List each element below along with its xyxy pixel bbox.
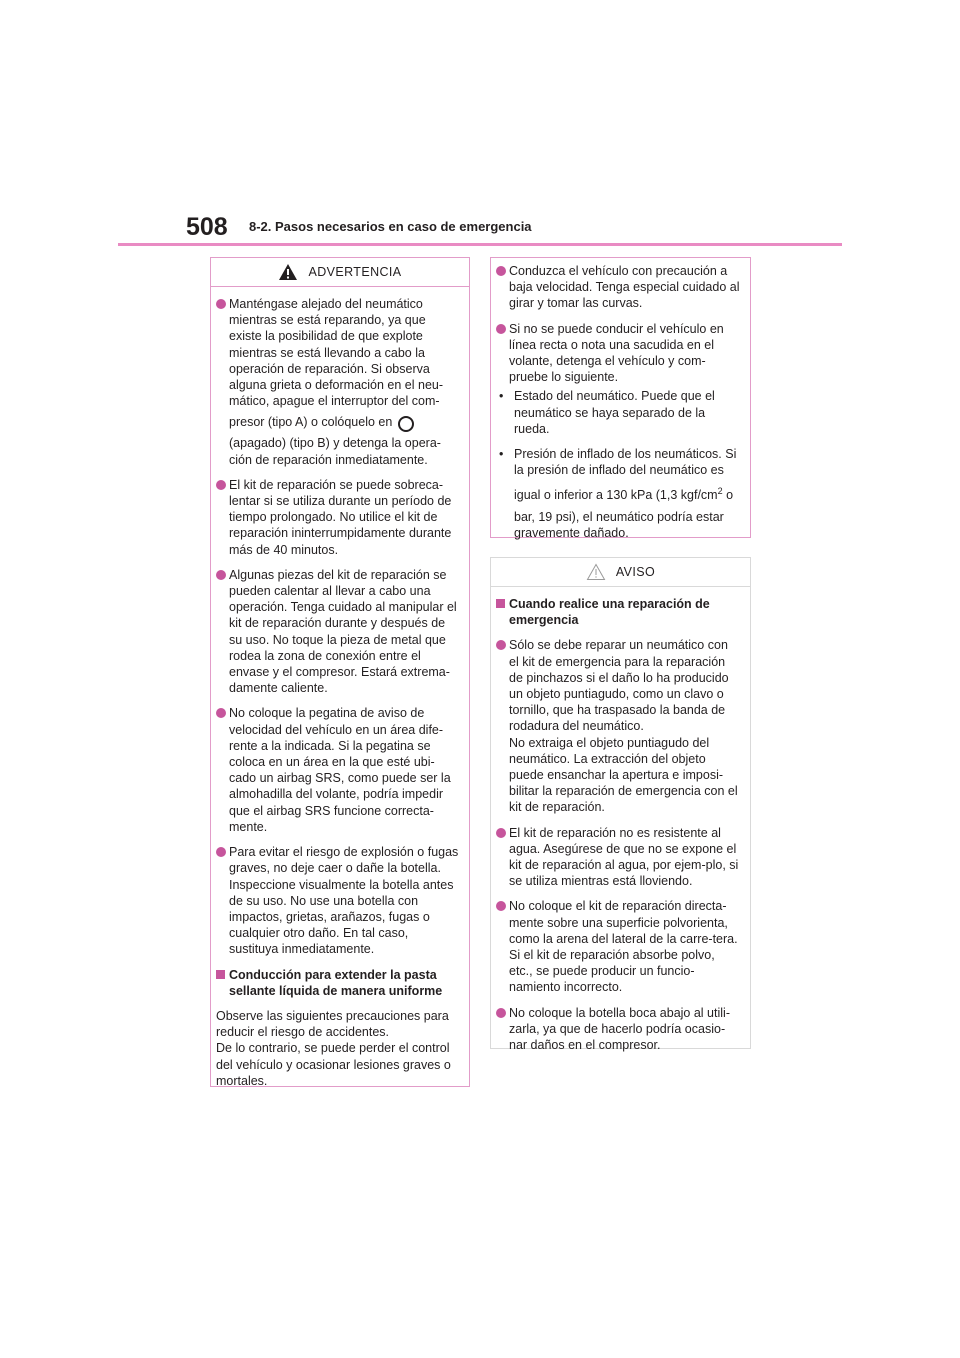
warning-body xyxy=(211,287,469,1089)
list-item xyxy=(216,477,460,558)
list-item xyxy=(216,844,460,957)
sub-list-item xyxy=(496,446,741,541)
header-rule xyxy=(118,243,842,246)
warning-triangle-icon xyxy=(278,263,298,284)
bullet-icon xyxy=(216,708,226,718)
item-text: No coloque el kit de reparación directa-mente sobre una superficie polvorienta, como la arena del lateral de la carre-tera. Si el kit de reparación absorbe polvo, etc., se puede producir un funcio-namiento incorrecto. xyxy=(509,899,738,995)
list-item xyxy=(216,296,460,468)
power-ring-icon xyxy=(398,416,414,432)
square-bullet-icon xyxy=(216,970,225,979)
item-text: bar, 19 psi), el neumático podría estar gravemente dañado. xyxy=(514,509,724,540)
heading-text: Cuando realice una reparación de emergencia xyxy=(509,597,710,628)
warning-box-continued xyxy=(490,257,751,538)
item-text: Estado del neumático. Puede que el neumático se haya separado de la rueda. xyxy=(514,389,715,436)
item-text: Para evitar el riesgo de explosión o fugas graves, no deje caer o dañe la botella. Inspeccione visualmente la botella antes de su uso. No use una botella con impactos, grietas, arañazos, fugas o cualquier otro daño. En tal caso, sustituya inmediatamente. xyxy=(229,845,459,957)
notice-box-header xyxy=(491,558,750,587)
bullet-icon xyxy=(496,828,506,838)
item-text: Presión de inflado de los neumáticos. Si la presión de inflado del neumático es xyxy=(514,447,737,478)
subsection-heading xyxy=(496,596,741,628)
item-text: presor (tipo A) o colóquelo en xyxy=(229,415,393,430)
caution-triangle-icon xyxy=(586,563,606,584)
bullet-icon xyxy=(496,640,506,650)
bullet-icon xyxy=(496,266,506,276)
item-text: No coloque la botella boca abajo al utili-zarla, ya que de hacerlo podría ocasio-nar daños en el compresor. xyxy=(509,1005,730,1053)
list-item xyxy=(496,263,741,312)
bullet-icon xyxy=(216,570,226,580)
bullet-icon xyxy=(496,1008,506,1018)
bullet-icon xyxy=(496,901,506,911)
item-text: Sólo se debe reparar un neumático con el kit de emergencia para la reparación de pinchazos si el daño lo ha producido un objeto puntiagudo, como un clavo o tornillo, que ha traspasado la banda de rodadura del neumático. xyxy=(509,638,729,734)
sub-list-item xyxy=(496,388,741,437)
item-text: Algunas piezas del kit de reparación se pueden calentar al llevar a cabo una operación. Tenga cuidado al manipular el kit de reparación durante y después de su uso. No toque la pieza de metal que rodea la zona de conexión entre el envase y el compresor. Estará extrema-damente caliente. xyxy=(229,567,457,696)
item-text: No extraiga el objeto puntiagudo del neumático. La extracción del objeto puede ensanchar la apertura e imposi-bilitar la reparación de emergencia con el kit de reparación. xyxy=(509,735,738,815)
warning-title: ADVERTENCIA xyxy=(308,265,402,279)
list-item xyxy=(496,825,741,890)
heading-text: Conducción para extender la pasta sellante líquida de manera uniforme xyxy=(229,967,443,998)
bullet-icon xyxy=(216,847,226,857)
list-item xyxy=(496,1005,741,1054)
square-bullet-icon xyxy=(496,599,505,608)
bullet-icon xyxy=(216,480,226,490)
item-text: El kit de reparación se puede sobreca-lentar si se utiliza durante un período de tiempo prolongado. No utilice el kit de reparación ininterrumpidamente durante más de 40 minutos. xyxy=(229,477,452,557)
superscript: 2 xyxy=(717,486,723,497)
warning-box xyxy=(210,257,470,1087)
bullet-icon xyxy=(496,324,506,334)
item-text: (apagado) (tipo B) y detenga la opera-ción de reparación inmediatamente. xyxy=(229,436,441,467)
list-item xyxy=(496,637,741,815)
item-text: o xyxy=(722,488,734,503)
notice-box xyxy=(490,557,751,1053)
paragraph: Observe las siguientes precauciones para reducir el riesgo de accidentes. xyxy=(216,1008,449,1040)
item-text: Conduzca el vehículo con precaución a baja velocidad. Tenga especial cuidado al girar y tomar las curvas. xyxy=(509,264,740,311)
item-text: No coloque la pegatina de aviso de velocidad del vehículo en un área dife-rente a la indicada. Si la pegatina se coloca en un área en la que esté ubi-cado un airbag SRS, como puede ser la almohadilla del volante, podría impedir que el airbag SRS funcione correcta-mente. xyxy=(229,706,451,834)
item-text: Si no se puede conducir el vehículo en línea recta o nota una sacudida en el volante, detenga el vehículo y com-pruebe lo siguiente. xyxy=(509,321,724,385)
subsection-heading xyxy=(216,967,460,999)
paragraph: De lo contrario, se puede perder el control del vehículo y ocasionar lesiones graves o mortales. xyxy=(216,1041,451,1088)
list-item xyxy=(496,321,741,386)
page-number: 508 xyxy=(186,213,228,241)
notice-title: AVISO xyxy=(615,565,656,579)
item-text: igual o inferior a 130 kPa (1,3 kgf/cm xyxy=(514,488,718,503)
dot-bullet-icon: • xyxy=(499,389,504,404)
warning-continued-body xyxy=(491,258,750,541)
notice-body xyxy=(491,587,750,1053)
section-title: 8-2. Pasos necesarios en caso de emergencia xyxy=(249,219,532,234)
dot-bullet-icon: • xyxy=(499,447,504,462)
list-item xyxy=(496,898,741,995)
item-text: El kit de reparación no es resistente al agua. Asegúrese de que no se expone el kit de reparación al agua, por ejem-plo, si se utiliza mientras está lloviendo. xyxy=(509,825,739,889)
list-item xyxy=(216,567,460,697)
list-item xyxy=(216,705,460,835)
bullet-icon xyxy=(216,299,226,309)
warning-box-header xyxy=(211,258,469,287)
item-text: Manténgase alejado del neumático mientras se está reparando, ya que existe la posibilidad de que explote mientras se está llevando a cabo la operación de reparación. Si observa alguna grieta o deformación en el neu-mático, apague el interruptor del com- xyxy=(229,297,444,409)
